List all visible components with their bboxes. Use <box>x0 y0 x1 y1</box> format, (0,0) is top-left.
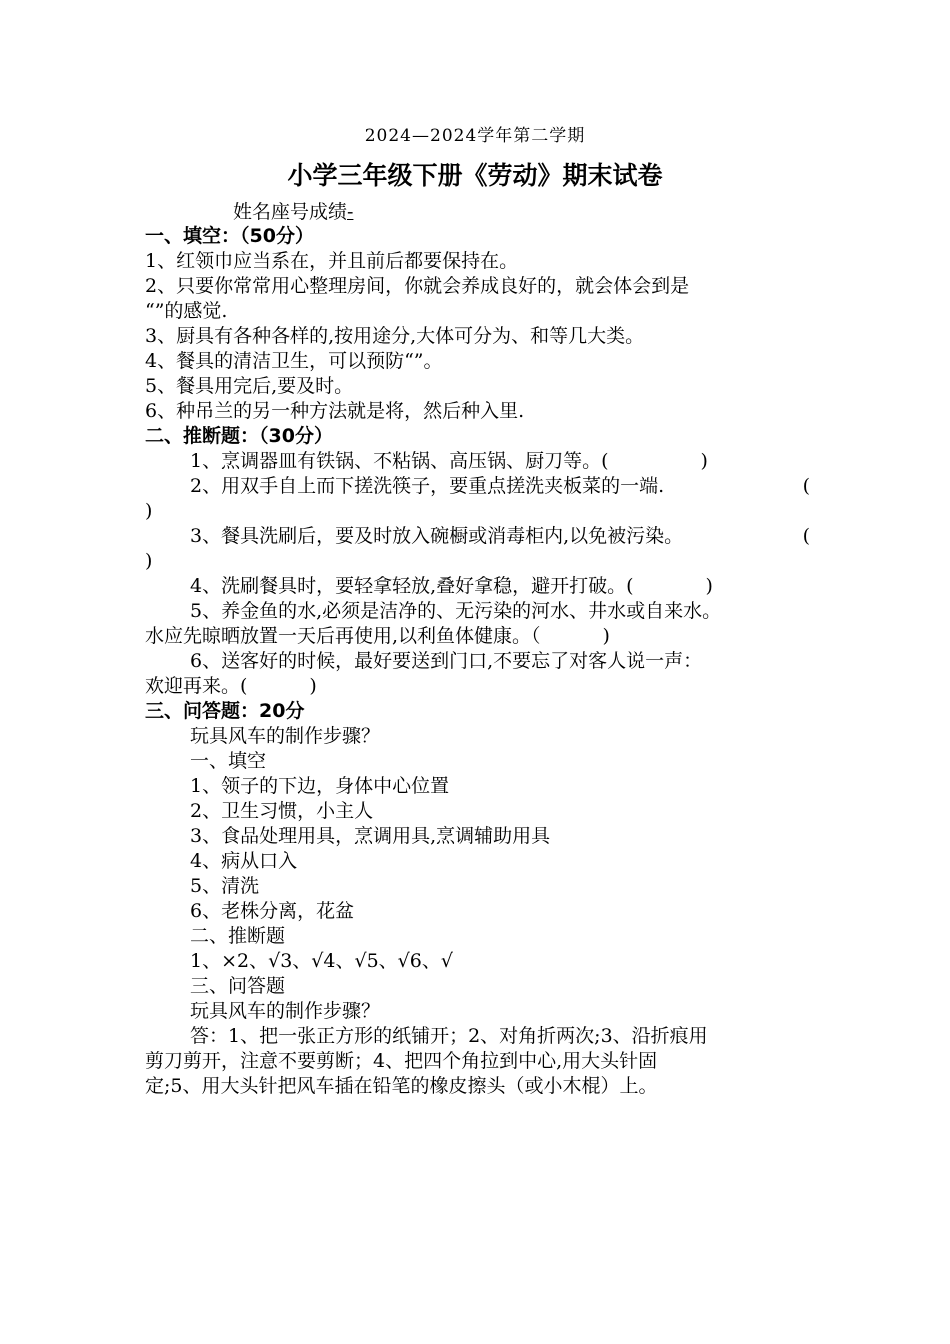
section-3-heading: 三、问答题：20分 <box>145 700 305 722</box>
judge-question-3 <box>190 524 810 549</box>
answer-fill-heading: 一、填空 <box>190 750 267 772</box>
answer-fill-4: 4、病从口入 <box>190 850 298 872</box>
judge-question-4-close: ) <box>705 575 713 597</box>
answer-qa-line-3: 定;5、用大头针把风车插在铅笔的橡皮擦头（或小木棍）上。 <box>145 1075 658 1097</box>
judge-question-3-text: 3、餐具洗刷后，要及时放入碗橱或消毒柜内,以免被污染。 <box>190 525 684 547</box>
judge-question-2 <box>190 474 810 499</box>
qa-question: 玩具风车的制作步骤？ <box>190 725 381 747</box>
judge-question-2-text: 2、用双手自上而下搓洗筷子，要重点搓洗夹板菜的一端. <box>190 475 665 497</box>
term-label: 2024—2024学年第二学期 <box>364 126 586 146</box>
student-info-line <box>233 200 633 225</box>
fill-question-2-line-2: “”的感觉. <box>145 300 228 322</box>
judge-question-6-close: ) <box>309 675 317 697</box>
judge-question-5-close: ) <box>602 625 610 647</box>
judge-question-3-close: ) <box>145 550 153 572</box>
answer-fill-1: 1、领子的下边，身体中心位置 <box>190 775 450 797</box>
fill-question-2-line-1: 2、只要你常常用心整理房间，你就会养成良好的，就会体会到是 <box>145 275 690 297</box>
fill-question-5: 5、餐具用完后,要及时。 <box>145 375 354 397</box>
judge-question-4-text: 4、洗刷餐具时，要轻拿轻放,叠好拿稳，避开打破。( <box>190 575 634 597</box>
judge-question-2-close: ) <box>145 500 153 522</box>
fill-question-6: 6、种吊兰的另一种方法就是将，然后种入里. <box>145 400 525 422</box>
answer-fill-2: 2、卫生习惯，小主人 <box>190 800 374 822</box>
judge-question-4 <box>190 574 810 599</box>
answer-fill-6: 6、老株分离，花盆 <box>190 900 355 922</box>
judge-question-3-open: ( <box>802 525 810 547</box>
answer-qa-line-1: 答：1、把一张正方形的纸铺开；2、对角折两次;3、沿折痕用 <box>190 1025 708 1047</box>
judge-question-1-text: 1、烹调器皿有铁锅、不粘锅、高压锅、厨刀等。( <box>190 450 609 472</box>
answer-fill-5: 5、清洗 <box>190 875 260 897</box>
page-title: 小学三年级下册《劳动》期末试卷 <box>287 161 663 190</box>
fill-question-1: 1、红领巾应当系在，并且前后都要保持在。 <box>145 250 519 272</box>
fill-question-3: 3、厨具有各种各样的,按用途分,大体可分为、和等几大类。 <box>145 325 645 347</box>
judge-question-1-close: ) <box>700 450 708 472</box>
judge-question-2-open: ( <box>802 475 810 497</box>
judge-question-6-text: 欢迎再来。( <box>145 675 248 697</box>
student-info-label: 姓名座号成绩 <box>233 201 348 223</box>
student-info-blank: - <box>347 201 354 223</box>
fill-question-4: 4、餐具的清洁卫生，可以预防“”。 <box>145 350 443 372</box>
answer-judge-list: 1、×2、√3、√4、√5、√6、√ <box>190 950 453 972</box>
answer-qa-question: 玩具风车的制作步骤？ <box>190 1000 381 1022</box>
judge-question-6-line-2 <box>145 674 810 699</box>
answer-qa-heading: 三、问答题 <box>190 975 286 997</box>
judge-question-5-line-2 <box>145 624 810 649</box>
judge-question-5-text: 水应先晾晒放置一天后再使用,以利鱼体健康。（ <box>145 625 541 647</box>
answer-fill-3: 3、食品处理用具，烹调用具,烹调辅助用具 <box>190 825 551 847</box>
answer-judge-heading: 二、推断题 <box>190 925 286 947</box>
section-2-heading: 二、推断题：（30分） <box>145 425 333 447</box>
answer-qa-line-2: 剪刀剪开，注意不要剪断；4、把四个角拉到中心,用大头针固 <box>145 1050 658 1072</box>
section-1-heading: 一、填空：（50分） <box>145 225 314 247</box>
judge-question-6-line-1: 6、送客好的时候，最好要送到门口,不要忘了对客人说一声： <box>190 650 703 672</box>
judge-question-5-line-1: 5、养金鱼的水,必须是洁净的、无污染的河水、井水或自来水。 <box>190 600 722 622</box>
judge-question-1 <box>190 449 810 474</box>
